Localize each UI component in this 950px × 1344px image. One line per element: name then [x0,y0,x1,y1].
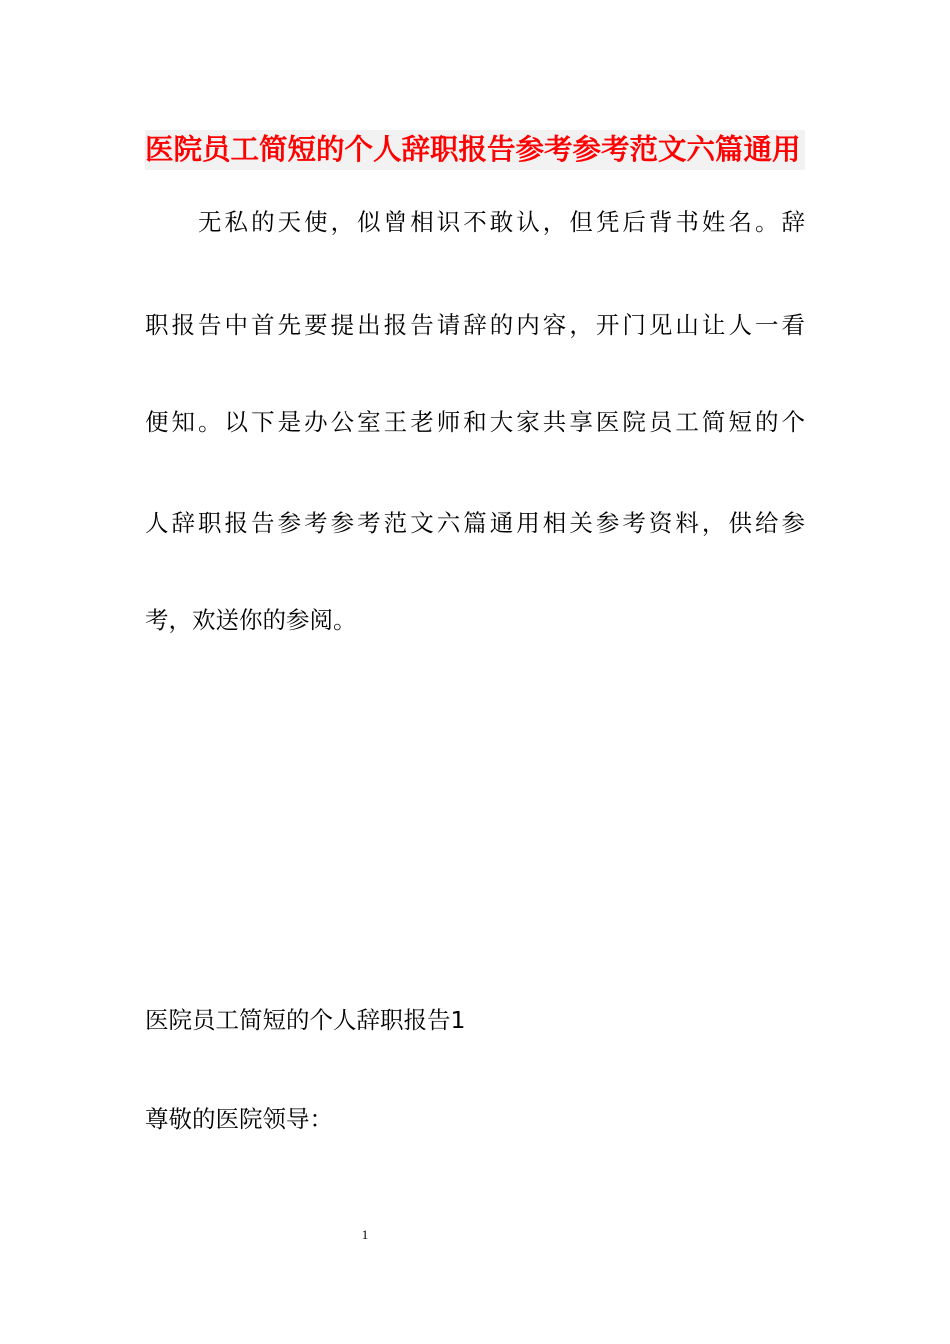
section-heading: 医院员工简短的个人辞职报告1 [145,1006,466,1034]
intro-line-5: 考，欢送你的参阅。 [145,606,357,634]
document-title: 医院员工简短的个人辞职报告参考参考范文六篇通用 [145,130,805,170]
page-number: 1 [361,1227,369,1242]
intro-line-4: 人辞职报告参考参考范文六篇通用相关参考资料，供给参 [145,509,805,537]
intro-line-3: 便知。以下是办公室王老师和大家共享医院员工简短的个 [145,408,805,436]
salutation: 尊敬的医院领导： [145,1105,333,1133]
intro-line-1: 无私的天使，似曾相识不敢认，但凭后背书姓名。辞 [145,208,805,236]
intro-line-2: 职报告中首先要提出报告请辞的内容，开门见山让人一看 [145,311,805,339]
